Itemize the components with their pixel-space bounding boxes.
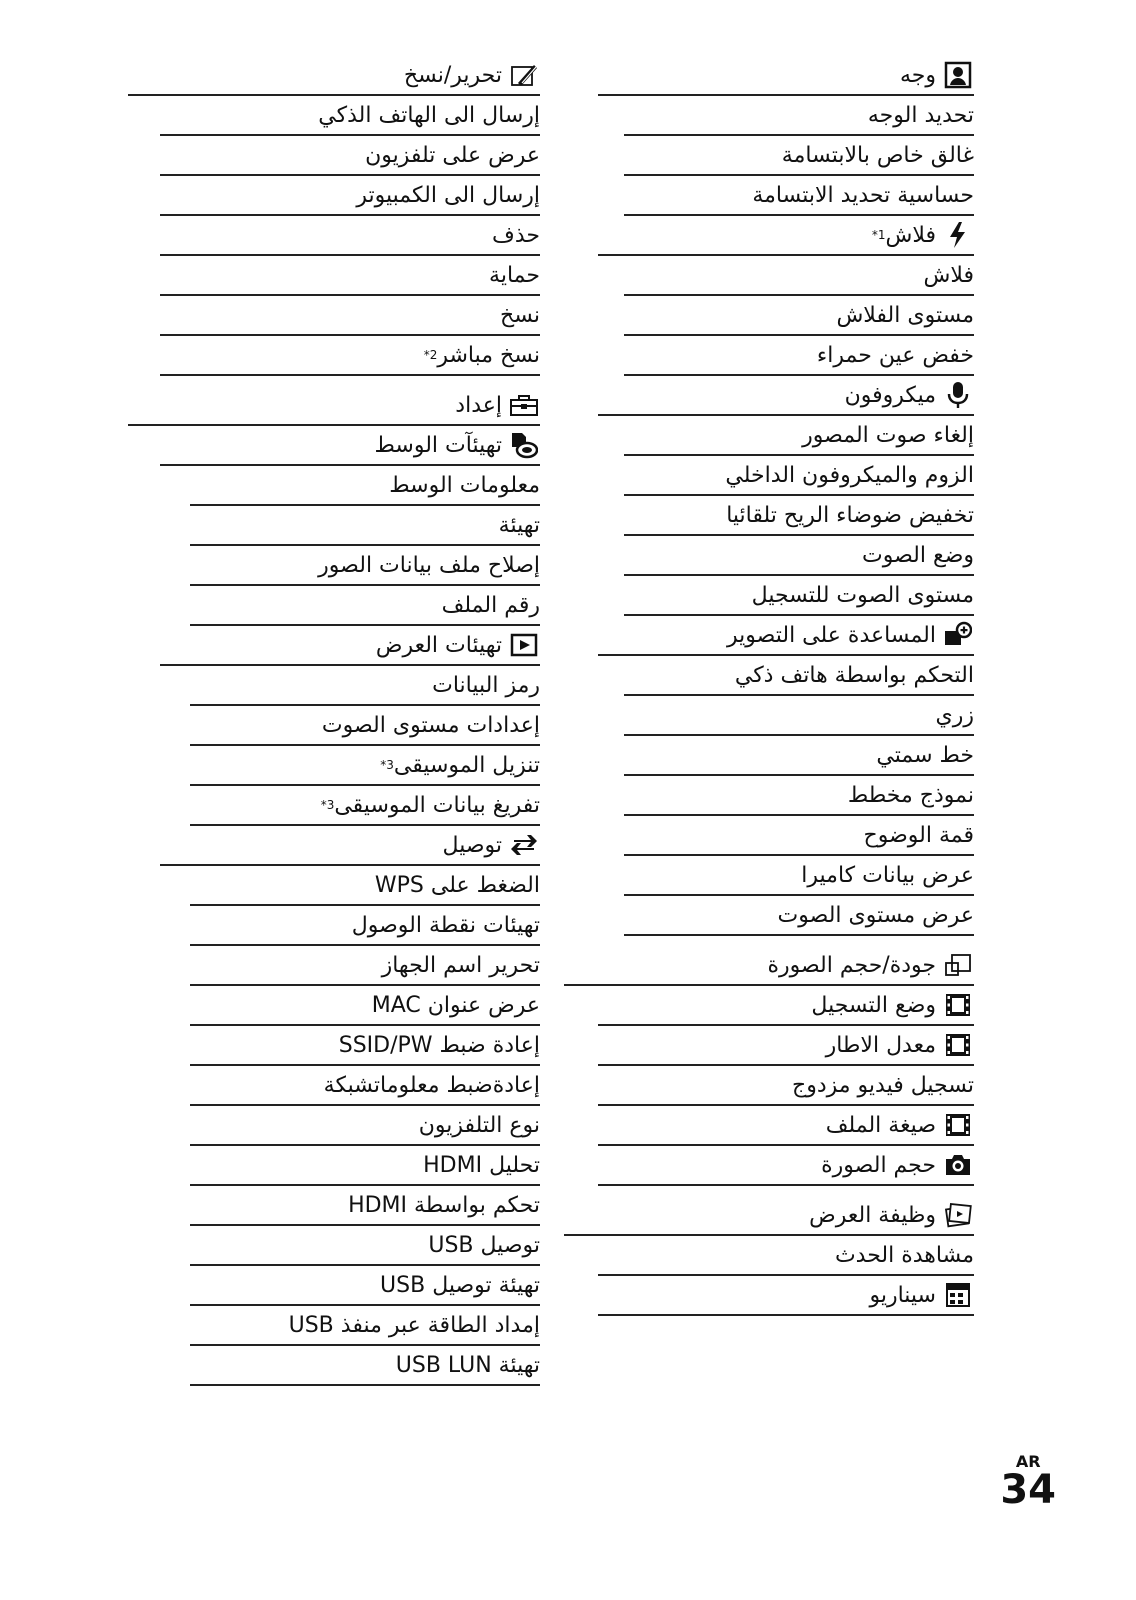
menu-item-label: وجه [899,62,936,88]
menu-item [190,1066,540,1106]
menu-item [190,1146,540,1186]
media-settings-icon [508,429,540,461]
menu-item [190,746,540,786]
footnote-marker: 2* [423,348,438,362]
menu-item-label: إرسال الى الكمبيوتر [356,182,540,208]
menu-category-header [128,56,540,96]
menu-item [624,736,974,776]
right-menu-column [582,56,974,1316]
menu-item-label: خفض عين حمراء [816,342,974,368]
menu-item-label: نسخ [500,302,540,328]
menu-item [624,96,974,136]
menu-category-header [160,826,540,866]
menu-item [190,906,540,946]
menu-item-label: عرض مستوى الصوت [777,902,974,928]
menu-item [624,656,974,696]
menu-item-label: عرض بيانات كاميرا [801,862,974,888]
menu-item [190,866,540,906]
menu-item [160,216,540,256]
camera-icon [942,1149,974,1181]
menu-item [624,176,974,216]
menu-item-label: مستوى الصوت للتسجيل [751,582,974,608]
menu-item [160,256,540,296]
face-icon [942,59,974,91]
menu-item [190,466,540,506]
menu-category-header [598,1146,974,1186]
menu-item-label: جودة/حجم الصورة [767,952,936,978]
menu-item-label: تحليل HDMI [423,1152,540,1178]
menu-item-label: فلاش [885,222,936,248]
menu-item-label: رمز البيانات [432,672,540,698]
menu-item-label: مشاهدة الحدث [834,1242,974,1268]
menu-item-label: وضع التسجيل [811,992,936,1018]
language-code: AR [1015,1452,1041,1471]
menu-item-label: عرض عنوان MAC [371,992,540,1018]
microphone-icon [942,379,974,411]
scenario-icon [942,1279,974,1311]
menu-item [624,136,974,176]
menu-item-label: إمداد الطاقة عبر منفذ USB [288,1312,540,1338]
menu-item-label: حساسية تحديد الابتسامة [752,182,974,208]
menu-item-label: توصيل USB [428,1232,540,1258]
menu-item-label: حذف [492,222,540,248]
menu-category-header [598,986,974,1026]
flash-icon [942,219,974,251]
menu-item-label: تهيئة USB LUN [395,1352,540,1378]
menu-item-label: تهيئة [498,512,540,538]
movie-icon [942,989,974,1021]
menu-item [598,1066,974,1106]
menu-item [598,1236,974,1276]
menu-category-header [160,626,540,666]
menu-item [190,1226,540,1266]
menu-item [624,816,974,856]
connection-icon [508,829,540,861]
footnote-marker: 1* [871,228,886,242]
menu-item [190,1106,540,1146]
menu-item-label: إصلاح ملف بيانات الصور [318,552,540,578]
footnote-marker: 3* [380,758,394,772]
menu-item [624,576,974,616]
menu-item-label: معلومات الوسط [389,472,540,498]
footnote-marker: 3* [320,798,335,812]
menu-item-label: تحرير/نسخ [403,62,502,88]
menu-item-label: حماية [489,262,540,288]
menu-item [190,786,540,826]
menu-category-header [564,1196,974,1236]
menu-category-header [598,1276,974,1316]
menu-item-label: تسجيل فيديو مزدوج [792,1072,974,1098]
menu-item [624,856,974,896]
movie-icon [942,1109,974,1141]
menu-item [624,416,974,456]
menu-item-label: سيناريو [869,1282,936,1308]
menu-item-label: إعادة ضبط SSID/PW [338,1032,540,1058]
menu-item [160,336,540,376]
menu-item-label: ميكروفون [844,382,936,408]
menu-item [624,496,974,536]
menu-item [190,546,540,586]
menu-item-label: حجم الصورة [821,1152,936,1178]
menu-item [190,1306,540,1346]
playback-settings-icon [508,629,540,661]
menu-item-label: إلغاء صوت المصور [802,422,974,448]
menu-item-label: تحرير اسم الجهاز [381,952,540,978]
menu-category-header [564,946,974,986]
menu-item [190,1186,540,1226]
menu-item-label: إعدادات مستوى الصوت [321,712,540,738]
menu-item-label: الزوم والميكروفون الداخلي [725,462,974,488]
menu-item-label: تهيئات نقطة الوصول [351,912,540,938]
menu-item [190,506,540,546]
menu-item [624,296,974,336]
left-menu-column [128,56,540,1386]
menu-item-label: إرسال الى الهاتف الذكي [318,102,540,128]
edit-copy-icon [508,59,540,91]
menu-item-label: نوع التلفزيون [418,1112,540,1138]
menu-item-label: تهيئة توصيل USB [380,1272,540,1298]
menu-item [624,896,974,936]
menu-item-label: نسخ مباشر [437,342,540,368]
menu-category-header [598,216,974,256]
menu-item-label: إعداد [455,392,502,418]
menu-item [160,176,540,216]
menu-item [190,1266,540,1306]
menu-item [624,456,974,496]
menu-category-header [598,1106,974,1146]
menu-item-label: صيغة الملف [825,1112,936,1138]
menu-item-label: فلاش [923,262,974,288]
menu-item-label: تخفيض ضوضاء الريح تلقائيا [726,502,974,528]
menu-item-label: تفريغ بيانات الموسيقى [334,792,540,818]
menu-item [190,986,540,1026]
menu-category-header [128,386,540,426]
menu-item-label: رقم الملف [441,592,540,618]
menu-item [190,666,540,706]
menu-item-label: مستوى الفلاش [836,302,974,328]
menu-item [190,706,540,746]
menu-item [624,696,974,736]
menu-item-label: تهيئات العرض [375,632,502,658]
menu-item-label: وضع الصوت [862,542,974,568]
setup-toolbox-icon [508,389,540,421]
menu-category-header [160,426,540,466]
menu-item-label: معدل الاطار [825,1032,936,1058]
menu-item-label: تحديد الوجه [867,102,974,128]
menu-item [190,1346,540,1386]
menu-category-header [598,376,974,416]
menu-item [624,776,974,816]
playback-function-icon [942,1199,974,1231]
shooting-assist-icon [942,619,974,651]
menu-item-label: وظيفة العرض [809,1202,936,1228]
menu-item-label: توصيل [442,832,502,858]
menu-category-header [598,1026,974,1066]
menu-item [190,946,540,986]
menu-item [160,296,540,336]
menu-item-label: إعادةضبط معلوماتشبكة [323,1072,540,1098]
menu-category-header [598,616,974,656]
menu-item [160,136,540,176]
menu-item-label: تنزيل الموسيقى [393,752,540,778]
menu-item [190,586,540,626]
page-number: 34 [1000,1467,1056,1513]
menu-item [624,536,974,576]
menu-item [624,336,974,376]
menu-item [160,96,540,136]
menu-item-label: تحكم بواسطة HDMI [348,1192,540,1218]
menu-item [190,1026,540,1066]
menu-item-label: تهيئآت الوسط [374,432,502,458]
menu-item-label: غالق خاص بالابتسامة [781,142,974,168]
menu-item-label: المساعدة على التصوير [727,622,936,648]
menu-item-label: عرض على تلفزيون [365,142,540,168]
menu-category-header [598,56,974,96]
menu-item-label: نموذج مخطط [847,782,974,808]
menu-item-label: الضغط على WPS [374,872,540,898]
menu-item [624,256,974,296]
menu-item-label: زري [935,702,974,728]
movie-icon [942,1029,974,1061]
menu-item-label: التحكم بواسطة هاتف ذكي [734,662,974,688]
menu-item-label: قمة الوضوح [863,822,974,848]
menu-item-label: خط سمتي [876,742,974,768]
image-quality-icon [942,949,974,981]
page-number-tag [1000,1452,1056,1513]
